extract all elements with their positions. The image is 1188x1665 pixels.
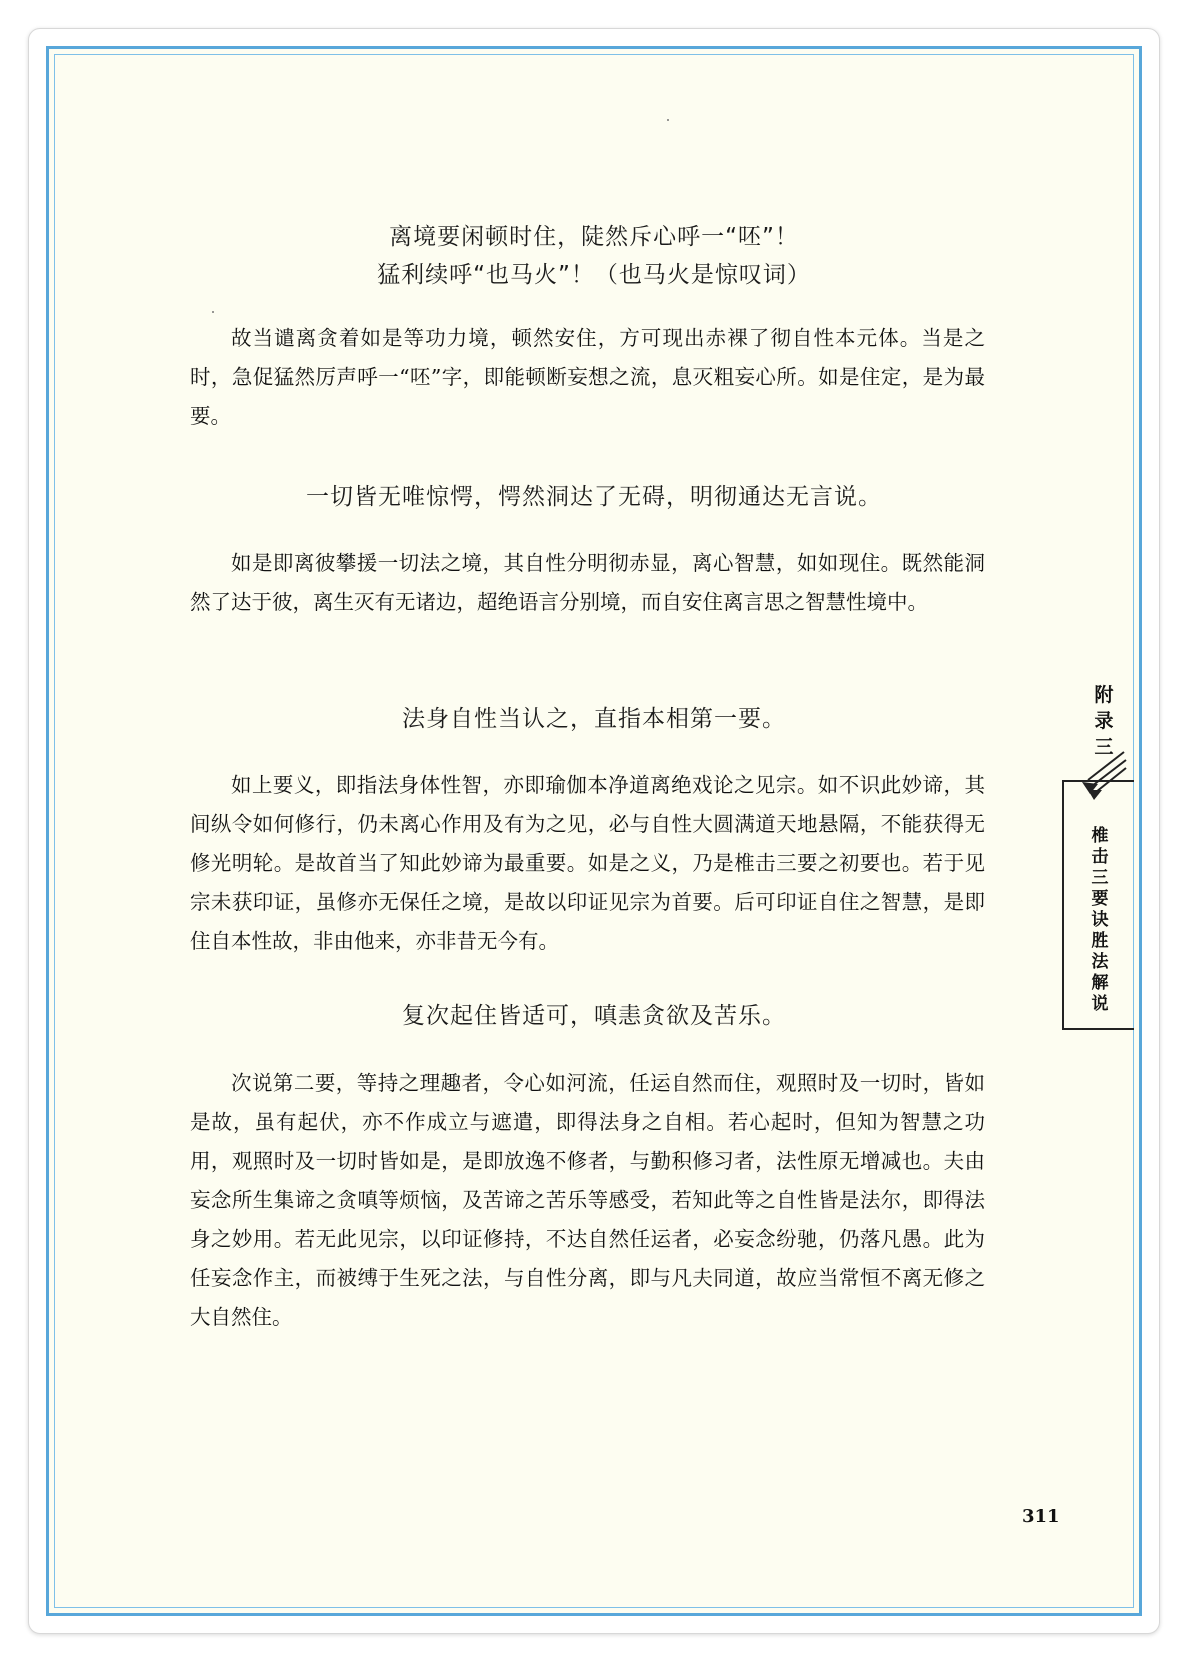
body-paragraph-4: 次说第二要，等持之理趣者，令心如河流，任运自然而住，观照时及一切时，皆如是故，虽有起伏，亦不作成立与遮遣，即得法身之自相。若心起时，但知为智慧之功用，观照时及一切时皆如是，是即放逸不修者，与勤积修习者，法性原无增减也。夫由妄念所生集谛之贪嗔等烦恼，及苦谛之苦乐等感受，若知此等之自性皆是法尔，即得法身之妙用。若无此见宗，以印证修持，不达自然任运者，必妄念纷驰，仍落凡愚。此为任妄念作主，而被缚于生死之法，与自性分离，即与凡夫同道，故应当常恒不离无修之大自然住。 [190,1071,985,1329]
scan-speck [667,119,669,121]
verse-line-4: 法身自性当认之，直指本相第一要。 [402,706,786,732]
tab-rule-left [1062,780,1064,1028]
body-paragraph-2: 如是即离彼攀援一切法之境，其自性分明彻赤显，离心智慧，如如现住。既然能洞然了达于彼，离生灭有无诸边，超绝语言分别境，而自安住离言思之智慧性境中。 [190,551,985,614]
body-paragraph-3: 如上要义，即指法身体性智，亦即瑜伽本净道离绝戏论之见宗。如不识此妙谛，其间纵令如何修行，仍未离心作用及有为之见，必与自性大圆满道天地悬隔，不能获得无修光明轮。是故首当了知此妙谛为最重要。如是之义，乃是椎击三要之初要也。若于见宗未获印证，虽修亦无保任之境，是故以印证见宗为首要。后可印证自住之智慧，是即住自本性故，非由他来，亦非昔无今有。 [190,773,985,953]
chapter-side-title: 椎击三要诀胜法解说 [1091,826,1109,1014]
verse-line-3: 一切皆无唯惊愕，愕然洞达了无碍，明彻通达无言说。 [306,484,882,510]
verse-line-2: 猛利续呼“也马火”！（也马火是惊叹词） [377,262,811,288]
verse-line-5: 复次起住皆适可，嗔恚贪欲及苦乐。 [402,1003,786,1029]
body-paragraph-1: 故当谴离贪着如是等功力境，顿然安住，方可现出赤裸了彻自性本元体。当是之时，急促猛然厉声呼一“呸”字，即能顿断妄想之流，息灭粗妄心所。如是住定，是为最要。 [190,326,985,428]
arrow-ornament-icon [1078,750,1128,805]
tab-rule-top [1062,780,1134,782]
appendix-section-label: 附录三 [1094,684,1114,758]
tab-rule-bottom [1062,1028,1134,1030]
page-number: 311 [1022,1506,1060,1527]
verse-line-1: 离境要闲顿时住，陡然斥心呼一“呸”！ [389,224,799,250]
scan-speck [212,311,214,313]
